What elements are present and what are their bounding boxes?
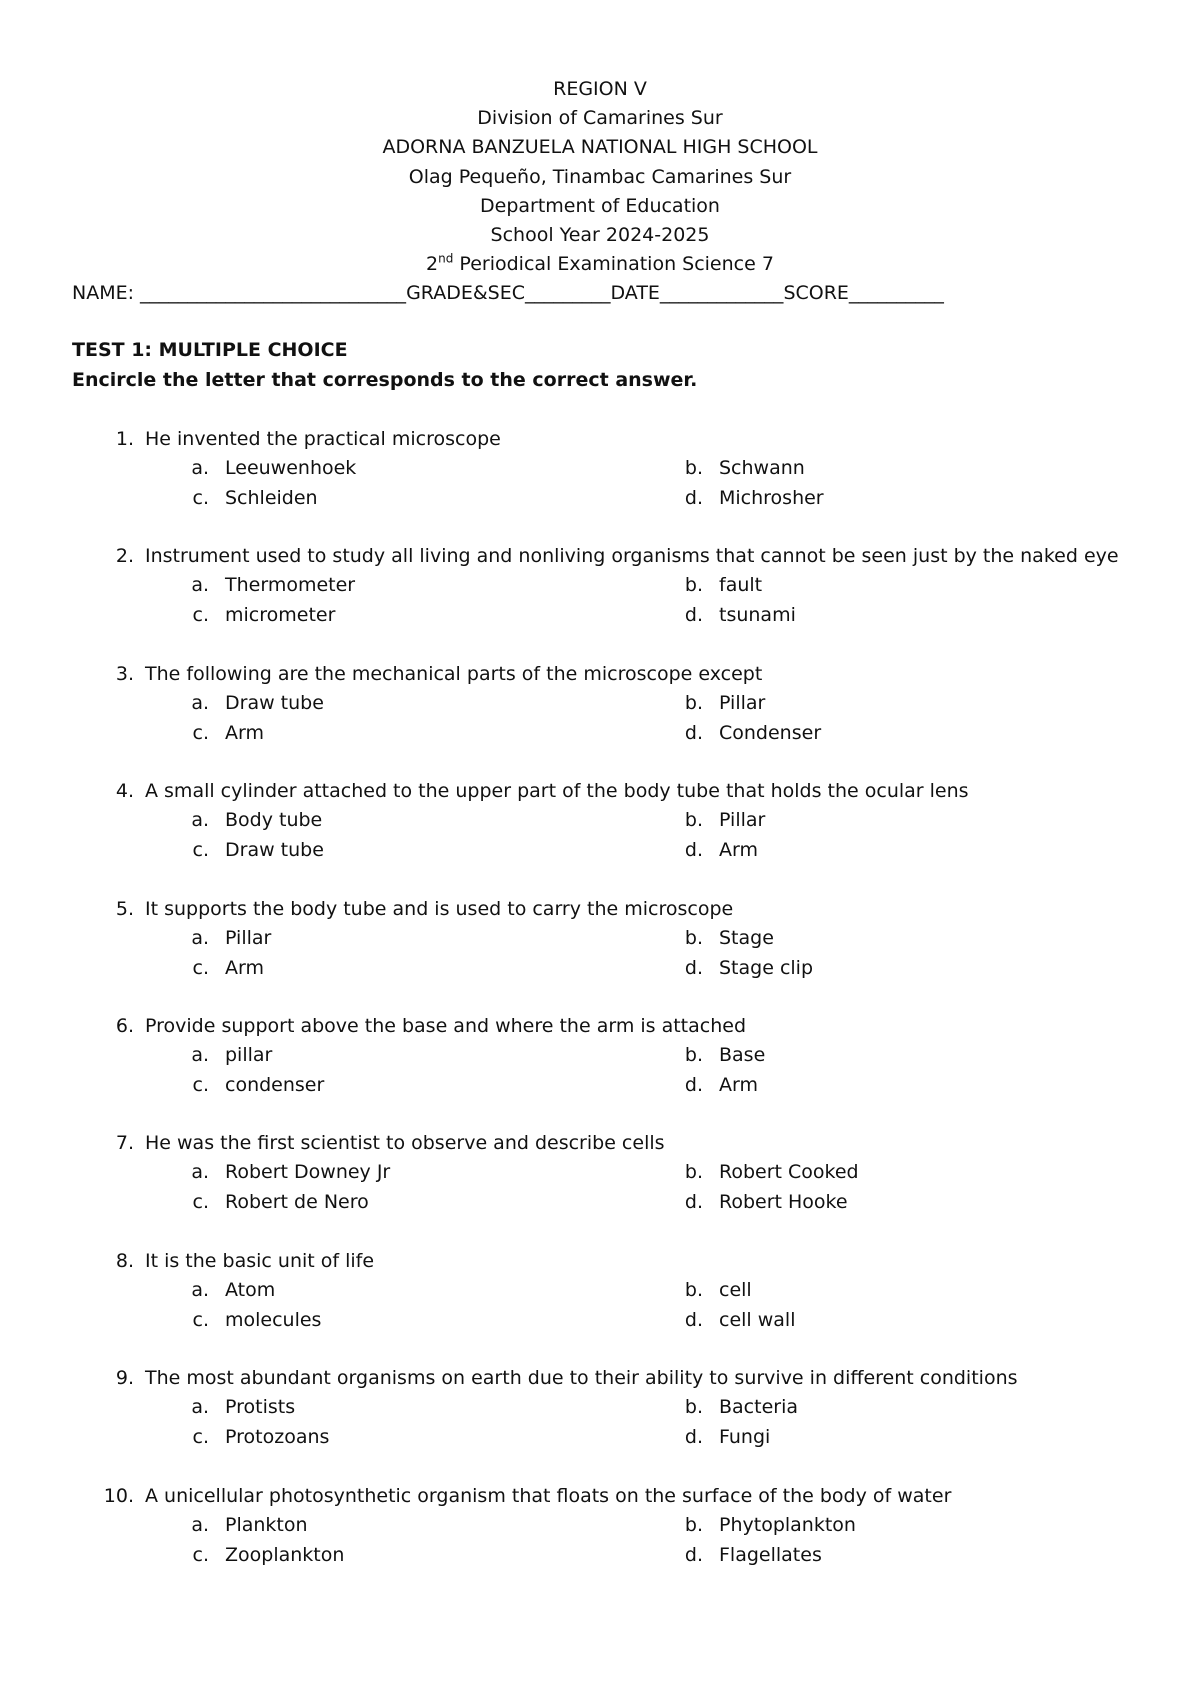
school-year-line: School Year 2024-2025 <box>490 223 710 246</box>
choice-letter: d. <box>684 1191 703 1214</box>
question-item <box>0 1250 1200 1340</box>
choice-text: Zooplankton <box>225 1543 345 1566</box>
question-item <box>0 1485 1200 1575</box>
choice-letter: d. <box>684 1074 703 1096</box>
choice-letter: a. <box>191 457 209 479</box>
choice-text: Schwann <box>719 457 805 479</box>
question-number: 2. <box>115 545 134 568</box>
choice-letter: a. <box>191 1396 209 1419</box>
student-info-line <box>72 281 1132 305</box>
question-text: He was the first scientist to observe and describe cells <box>145 1132 665 1155</box>
choice-letter: b. <box>684 1278 703 1301</box>
exam-title <box>0 250 1200 279</box>
choice-letter: b. <box>684 1396 703 1419</box>
question-number: 5. <box>115 897 134 920</box>
question-text: The most abundant organisms on earth due to their ability to survive in different conditions <box>145 1367 1018 1390</box>
choice-letter: c. <box>192 721 209 744</box>
test-title: TEST 1: MULTIPLE CHOICE <box>72 339 348 361</box>
question-item <box>0 1132 1200 1222</box>
choice-text: Protozoans <box>225 1426 330 1449</box>
document-header <box>0 75 1200 279</box>
choice-text: Base <box>719 1044 766 1066</box>
question-item <box>0 428 1200 518</box>
question-item <box>0 780 1200 870</box>
question-number: 1. <box>115 428 134 450</box>
choice-letter: c. <box>192 487 209 509</box>
choice-letter: c. <box>192 1308 209 1331</box>
choice-text: pillar <box>225 1044 273 1066</box>
choice-text: Arm <box>225 956 264 979</box>
question-item <box>0 1015 1200 1105</box>
choice-text: Robert Downey Jr <box>225 1161 391 1184</box>
choice-letter: c. <box>192 839 209 862</box>
choice-letter: c. <box>192 604 209 627</box>
choice-letter: d. <box>684 1308 703 1331</box>
choice-letter: d. <box>684 1426 703 1449</box>
department-line: Department of Education <box>480 194 720 217</box>
choice-text: Robert Hooke <box>719 1191 848 1214</box>
division-line: Division of Camarines Sur <box>477 107 723 130</box>
choice-text: Schleiden <box>225 487 318 509</box>
choice-text: Pillar <box>719 809 766 832</box>
question-number: 4. <box>115 780 134 803</box>
choice-text: Robert de Nero <box>225 1191 369 1214</box>
choice-text: Body tube <box>225 809 323 832</box>
choice-text: Atom <box>225 1278 276 1301</box>
question-number: 8. <box>115 1249 134 1272</box>
question-text: The following are the mechanical parts of the microscope except <box>145 662 763 685</box>
question-number: 9. <box>115 1367 134 1390</box>
choice-text: Phytoplankton <box>719 1513 856 1536</box>
choice-text: Plankton <box>225 1513 308 1536</box>
choice-text: Pillar <box>719 691 766 714</box>
choice-text: Michrosher <box>719 487 824 509</box>
choice-text: Bacteria <box>719 1396 798 1419</box>
choice-text: Arm <box>225 721 264 744</box>
question-item <box>0 1367 1200 1457</box>
choice-text: Stage <box>719 926 774 949</box>
choice-letter: a. <box>191 691 209 714</box>
choice-letter: b. <box>684 926 703 949</box>
choice-letter: c. <box>192 1074 209 1096</box>
choice-letter: d. <box>684 487 703 509</box>
choice-text: Draw tube <box>225 691 324 714</box>
choice-text: Robert Cooked <box>719 1161 859 1184</box>
choice-letter: d. <box>684 721 703 744</box>
grade-section-field: GRADE&SEC_________ <box>406 282 611 304</box>
question-number: 10. <box>103 1484 134 1507</box>
question-text: He invented the practical microscope <box>145 428 501 450</box>
question-text: It is the basic unit of life <box>145 1249 375 1272</box>
choice-text: Arm <box>719 839 758 862</box>
choice-letter: a. <box>191 1278 209 1301</box>
choice-text: micrometer <box>225 604 336 627</box>
choice-letter: b. <box>684 809 703 832</box>
choice-letter: a. <box>191 1161 209 1184</box>
question-text: It supports the body tube and is used to carry the microscope <box>145 897 734 920</box>
school-address: Olag Pequeño, Tinambac Camarines Sur <box>408 165 792 188</box>
choice-text: molecules <box>225 1308 322 1331</box>
choice-text: cell wall <box>719 1308 796 1331</box>
choice-letter: b. <box>684 1044 703 1066</box>
question-text: A unicellular photosynthetic organism that floats on the surface of the body of water <box>145 1484 952 1507</box>
question-text: Instrument used to study all living and nonliving organisms that cannot be seen just by the naked eye <box>145 545 1119 568</box>
question-number: 3. <box>115 662 134 685</box>
choice-text: Arm <box>719 1074 758 1096</box>
choice-letter: c. <box>192 1426 209 1449</box>
question-item <box>0 545 1200 635</box>
choice-letter: c. <box>192 1543 209 1566</box>
choice-text: Thermometer <box>225 574 356 597</box>
choice-text: Condenser <box>719 721 822 744</box>
choice-letter: b. <box>684 691 703 714</box>
exam-number: 2 <box>426 253 439 276</box>
choice-letter: b. <box>684 574 703 597</box>
choice-text: Fungi <box>719 1426 771 1449</box>
choice-text: Pillar <box>225 926 272 949</box>
date-field: DATE_____________ <box>610 282 784 304</box>
choice-letter: d. <box>684 1543 703 1566</box>
choice-letter: a. <box>191 809 209 832</box>
choice-letter: a. <box>191 926 209 949</box>
choice-letter: a. <box>191 1044 209 1066</box>
choice-text: tsunami <box>719 604 796 627</box>
choice-text: Stage clip <box>719 956 814 979</box>
choice-letter: d. <box>684 956 703 979</box>
exam-title-text: Periodical Examination Science 7 <box>453 253 774 276</box>
choice-text: Protists <box>225 1396 296 1419</box>
choice-letter: c. <box>192 956 209 979</box>
question-number: 6. <box>115 1015 134 1037</box>
question-item <box>0 898 1200 988</box>
choice-text: Draw tube <box>225 839 324 862</box>
choice-letter: b. <box>684 457 703 479</box>
choice-letter: b. <box>684 1513 703 1536</box>
question-text: Provide support above the base and where the arm is attached <box>145 1015 747 1037</box>
choice-letter: c. <box>192 1191 209 1214</box>
choice-text: cell <box>719 1278 752 1301</box>
region-line: REGION V <box>553 78 647 100</box>
score-field: SCORE__________ <box>783 282 944 304</box>
school-name: ADORNA BANZUELA NATIONAL HIGH SCHOOL <box>382 136 818 159</box>
question-number: 7. <box>115 1132 134 1155</box>
question-text: A small cylinder attached to the upper part of the body tube that holds the ocular lens <box>145 780 969 803</box>
choice-text: fault <box>719 574 763 597</box>
test-instructions: Encircle the letter that corresponds to the correct answer. <box>72 369 698 391</box>
choice-letter: b. <box>684 1161 703 1184</box>
choice-letter: a. <box>191 1513 209 1536</box>
question-item <box>0 663 1200 753</box>
choice-letter: d. <box>684 839 703 862</box>
choice-letter: d. <box>684 604 703 627</box>
choice-text: Leeuwenhoek <box>225 457 357 479</box>
exam-ordinal-suffix: nd <box>438 251 454 266</box>
name-field: NAME: ____________________________ <box>72 282 407 304</box>
choice-text: Flagellates <box>719 1543 822 1566</box>
choice-letter: a. <box>191 574 209 597</box>
choice-text: condenser <box>225 1074 325 1096</box>
